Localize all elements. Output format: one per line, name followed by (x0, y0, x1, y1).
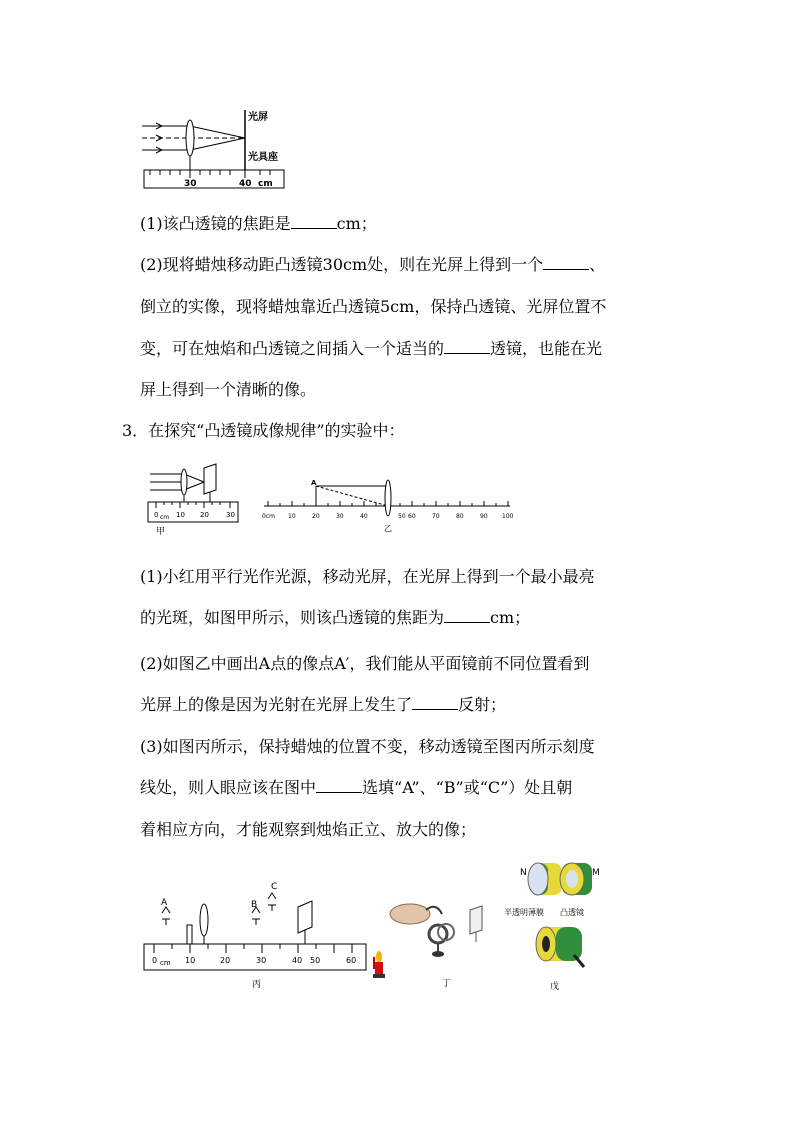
q2-part1-text: (1)该凸透镜的焦距是 (140, 214, 291, 233)
convex-lens (186, 120, 194, 156)
point-a: A (311, 479, 317, 487)
label-a: A (161, 898, 168, 908)
q2-part2-line1 (140, 254, 605, 276)
q2-part2-line2: 倒立的实像，现将蜡烛靠近凸透镜5cm，保持凸透镜、光屏位置不 (140, 297, 607, 316)
hand-with-lens-icon (390, 904, 454, 957)
q3-part3-line2 (140, 777, 572, 799)
tick-30: 30 (226, 511, 235, 519)
label-m: M (592, 868, 600, 878)
q3-title: 3．在探究“凸透镜成像规律”的实验中： (122, 421, 405, 440)
q2-part2-text-a: (2)现将蜡烛移动距凸透镜30cm处，则在光屏上得到一个 (140, 255, 544, 274)
caption-bing: 丙 (252, 980, 262, 990)
q3-part3-text: 线处，则人眼应该在图中 (140, 778, 317, 797)
answer-blank[interactable] (412, 695, 458, 710)
tick-90: 90 (480, 513, 488, 520)
figure-yi (262, 474, 516, 534)
tick-cm: cm (160, 514, 170, 521)
q3-part2-line1: (2)如图乙中画出A点的像点A′，我们能从平面镜前不同位置看到 (140, 654, 590, 673)
tick-0cm: 0cm (262, 513, 275, 520)
label-n: N (520, 868, 527, 878)
answer-blank[interactable] (316, 778, 362, 793)
q3-part1-line1: (1)小红用平行光作光源，移动光屏，在光屏上得到一个最小最亮 (140, 567, 595, 586)
tick-20: 20 (312, 513, 320, 520)
tick-40: 40 (360, 513, 368, 520)
tick-70: 70 (432, 513, 440, 520)
screen-label: 光屏 (248, 112, 268, 123)
figure-wu (504, 855, 616, 995)
answer-blank[interactable] (291, 214, 337, 229)
tick-60: 60 (408, 513, 416, 520)
figure-optical-bench-1 (140, 108, 300, 193)
tick-100: 100 (502, 513, 514, 520)
tick-40: 40 (292, 956, 303, 965)
q2-part1 (140, 213, 377, 235)
q2-part2-text-c: 变，可在烛焰和凸透镜之间插入一个适当的 (140, 339, 445, 358)
tube-n-icon (528, 863, 562, 895)
tick-40: 40 (239, 179, 252, 189)
label-b: B (251, 900, 258, 910)
answer-blank[interactable] (543, 255, 589, 270)
answer-blank[interactable] (444, 608, 490, 623)
film-label: 半透明薄膜 (504, 908, 544, 917)
assembled-tube-icon (536, 927, 584, 967)
figure-jia (146, 460, 242, 540)
tick-20: 20 (200, 511, 209, 519)
label-c: C (271, 882, 278, 892)
q2-part2-text-d: 透镜，也能在光 (490, 339, 603, 358)
tick-30: 30 (184, 179, 197, 189)
convex-lens (385, 480, 391, 516)
screen (298, 901, 312, 933)
tick-30: 30 (336, 513, 344, 520)
q3-part3-line1: (3)如图丙所示，保持蜡烛的位置不变，移动透镜至图丙所示刻度 (140, 737, 595, 756)
q3-part1-line2 (140, 607, 530, 629)
tick-50: 50 (398, 513, 406, 520)
tick-60: 60 (346, 956, 357, 965)
q3-part1-text: 的光斑，如图甲所示，则该凸透镜的焦距为 (140, 608, 445, 627)
q2-part2-line4: 屏上得到一个清晰的像。 (140, 380, 317, 399)
lens-label: 凸透镜 (560, 908, 584, 917)
q2-part1-unit: cm； (336, 214, 377, 233)
screen (470, 906, 482, 934)
q3-part2-text-b: 反射； (458, 695, 507, 714)
answer-blank[interactable] (444, 339, 490, 354)
q2-part2-line3 (140, 338, 602, 360)
figure-ding (382, 890, 492, 990)
caption-ding: 丁 (442, 979, 452, 989)
convex-lens (200, 904, 208, 936)
convex-lens (181, 469, 187, 495)
parallel-rays (150, 474, 204, 490)
figure-bing (140, 875, 375, 993)
bench-label: 光具座 (248, 152, 278, 163)
caption-yi: 乙 (384, 524, 392, 533)
q3-part2-line2 (140, 694, 506, 716)
q3-part3-line3: 着相应方向，才能观察到烛焰正立、放大的像； (140, 820, 477, 839)
tick-0: 0 (154, 511, 159, 519)
tick-10: 10 (288, 513, 296, 520)
tick-10: 10 (176, 511, 185, 519)
caption-jia: 甲 (156, 527, 166, 537)
tick-30: 30 (256, 956, 267, 965)
q3-part2-text: 光屏上的像是因为光射在光屏上发生了 (140, 695, 413, 714)
tick-20: 20 (220, 956, 231, 965)
candle (187, 925, 192, 944)
tick-cm: cm (160, 959, 171, 967)
unit-cm: cm (258, 179, 273, 189)
tick-10: 10 (185, 956, 196, 965)
q3-part3-text-b: 选填“A”、“B”或“C”）处且朝 (362, 778, 573, 797)
ruler (144, 944, 366, 970)
caption-wu: 戊 (550, 982, 560, 992)
eye-icons (162, 893, 276, 925)
tube-m-icon (560, 863, 592, 895)
tick-50: 50 (310, 956, 321, 965)
q2-part2-text-b: 、 (589, 255, 606, 274)
q3-part1-unit: cm； (490, 608, 531, 627)
screen (204, 464, 216, 494)
tick-80: 80 (456, 513, 464, 520)
tick-0: 0 (152, 956, 158, 965)
